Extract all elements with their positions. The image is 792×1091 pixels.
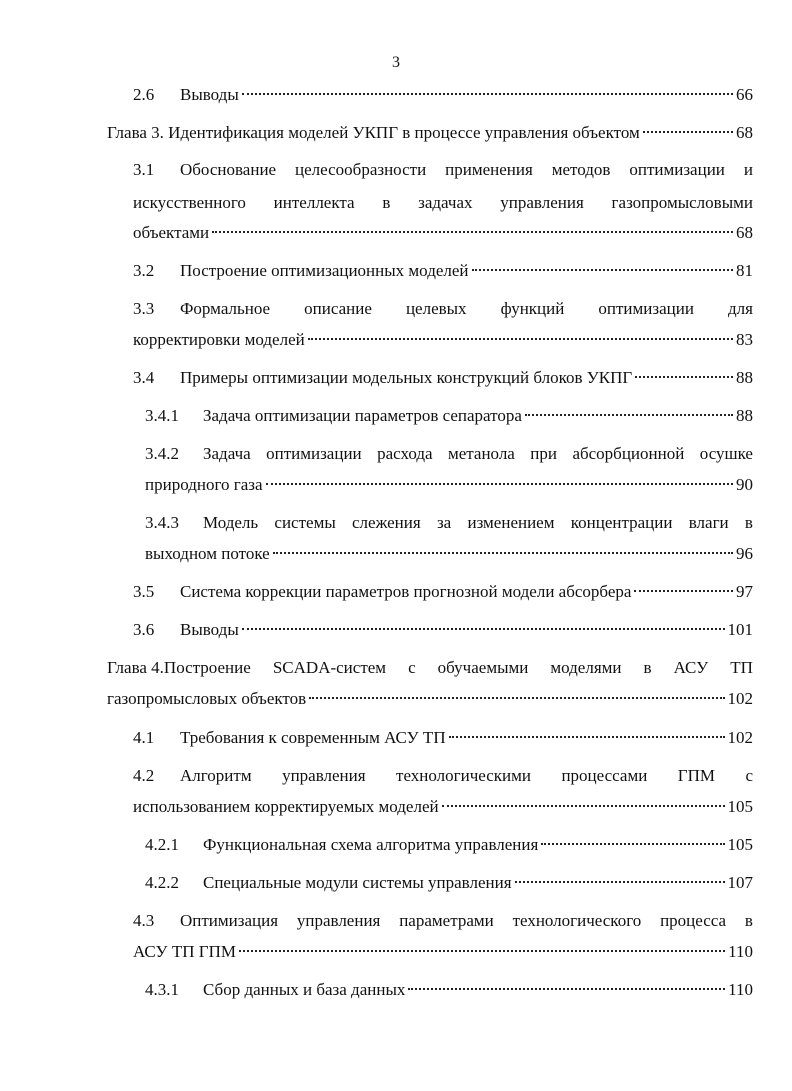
toc-entry-4-3-1[interactable] — [145, 978, 753, 1002]
toc-title: Специальные модули системы управления — [203, 873, 512, 892]
toc-page: 107 — [727, 873, 753, 892]
toc-entry-3-4[interactable] — [133, 366, 753, 390]
toc-page: 96 — [736, 544, 753, 563]
toc-title: природного газа — [145, 475, 263, 494]
toc-page: 102 — [727, 728, 753, 747]
toc-title: Построение оптимизационных моделей — [180, 261, 469, 280]
toc-number: 4.2 — [133, 766, 155, 785]
toc-line — [145, 542, 753, 566]
toc-entry-3-6[interactable] — [133, 618, 753, 642]
toc-page: 68 — [736, 223, 753, 242]
dot-leader — [525, 414, 733, 416]
toc-line — [145, 473, 753, 497]
toc-title: Глава 3. Идентификация моделей УКПГ в процессе управления объектом — [107, 123, 640, 142]
toc-page: 68 — [736, 123, 753, 142]
toc-title: Выводы — [180, 85, 239, 104]
toc-number: 3.5 — [133, 582, 155, 601]
toc-entry-3-2[interactable] — [133, 259, 753, 283]
toc-title: Требования к современным АСУ ТП — [180, 728, 446, 747]
toc-title: Система коррекции параметров прогнозной модели абсорбера — [180, 582, 632, 601]
dot-leader — [643, 131, 733, 133]
toc-title-line: искусственного интеллекта в задачах управления газопромысловыми — [133, 193, 753, 212]
toc-page: 105 — [727, 835, 753, 854]
dot-leader — [239, 950, 725, 952]
toc-title-line: Алгоритм управления технологическими процессами ГПМ с — [180, 766, 753, 785]
toc-page: 88 — [736, 368, 753, 387]
toc-title-line: Оптимизация управления параметрами технологического процесса в — [180, 911, 753, 930]
dot-leader — [472, 269, 733, 271]
dot-leader — [242, 93, 733, 95]
toc-number: 4.2.2 — [145, 873, 179, 892]
toc-entry-2-6[interactable] — [133, 83, 753, 107]
toc-line — [133, 158, 753, 182]
toc-title: выходном потоке — [145, 544, 270, 563]
toc-title: Выводы — [180, 620, 239, 639]
toc-line — [133, 221, 753, 245]
toc-number: 4.3 — [133, 911, 155, 930]
toc-number: 3.4.2 — [145, 444, 179, 463]
toc-title: объектами — [133, 223, 210, 242]
toc-number: 3.3 — [133, 299, 155, 318]
toc-number: 3.4 — [133, 368, 155, 387]
dot-leader — [308, 338, 733, 340]
dot-leader — [212, 231, 733, 233]
toc-page: 90 — [736, 475, 753, 494]
toc-line — [133, 909, 753, 933]
toc-page: 88 — [736, 406, 753, 425]
toc-line — [133, 764, 753, 788]
toc-number: 4.3.1 — [145, 980, 179, 999]
toc-line — [107, 687, 753, 711]
toc-title: Функциональная схема алгоритма управления — [203, 835, 539, 854]
toc-entry-3-4-1[interactable] — [145, 404, 753, 428]
dot-leader — [541, 843, 724, 845]
page-number: 3 — [392, 54, 400, 71]
toc-line — [145, 442, 753, 466]
dot-leader — [266, 483, 733, 485]
toc-number: 3.6 — [133, 620, 155, 639]
toc-line — [145, 511, 753, 535]
toc-number: 3.2 — [133, 261, 155, 280]
dot-leader — [449, 736, 725, 738]
toc-line — [133, 795, 753, 819]
toc-chapter-3[interactable] — [107, 121, 753, 145]
toc-number: 4.1 — [133, 728, 155, 747]
toc-entry-4-2-2[interactable] — [145, 871, 753, 895]
dot-leader — [442, 805, 725, 807]
toc-title-line: Формальное описание целевых функций оптимизации для — [180, 299, 753, 318]
toc-page: 66 — [736, 85, 753, 104]
toc-title: использованием корректируемых моделей — [133, 797, 439, 816]
toc-title: корректировки моделей — [133, 330, 305, 349]
toc-line — [133, 940, 753, 964]
toc-page: 101 — [727, 620, 753, 639]
dot-leader — [309, 697, 724, 699]
toc-number: 4.2.1 — [145, 835, 179, 854]
toc-title-line: Глава 4.Построение SCADA-систем с обучаемыми моделями в АСУ ТП — [107, 658, 753, 677]
toc-title: Сбор данных и база данных — [203, 980, 406, 999]
toc-line — [133, 328, 753, 352]
toc-page: 110 — [728, 980, 753, 999]
dot-leader — [515, 881, 725, 883]
toc-number: 3.4.3 — [145, 513, 179, 532]
dot-leader — [635, 376, 733, 378]
toc-page: 110 — [728, 942, 753, 961]
dot-leader — [634, 590, 733, 592]
toc-number: 2.6 — [133, 85, 155, 104]
toc-entry-4-2-1[interactable] — [145, 833, 753, 857]
toc-entry-4-1[interactable] — [133, 726, 753, 750]
toc-number: 3.1 — [133, 160, 155, 179]
toc-line — [133, 297, 753, 321]
toc-number: 3.4.1 — [145, 406, 179, 425]
toc-title: АСУ ТП ГПМ — [133, 942, 236, 961]
toc-entry-3-5[interactable] — [133, 580, 753, 604]
toc-title-line: Обоснование целесообразности применения методов оптимизации и — [180, 160, 753, 179]
dot-leader — [408, 988, 725, 990]
toc-title: Примеры оптимизации модельных конструкций блоков УКПГ — [180, 368, 633, 387]
dot-leader — [242, 628, 725, 630]
toc-page: 81 — [736, 261, 753, 280]
toc-page: 83 — [736, 330, 753, 349]
dot-leader — [273, 552, 733, 554]
toc-title-line: Задача оптимизации расхода метанола при абсорбционной осушке — [203, 444, 753, 463]
toc-title: Задача оптимизации параметров сепаратора — [203, 406, 522, 425]
toc-title: газопромысловых объектов — [107, 689, 307, 708]
toc-page: 102 — [727, 689, 753, 708]
toc-page: 105 — [727, 797, 753, 816]
toc-title-line: Модель системы слежения за изменением концентрации влаги в — [203, 513, 753, 532]
toc-page: 97 — [736, 582, 753, 601]
